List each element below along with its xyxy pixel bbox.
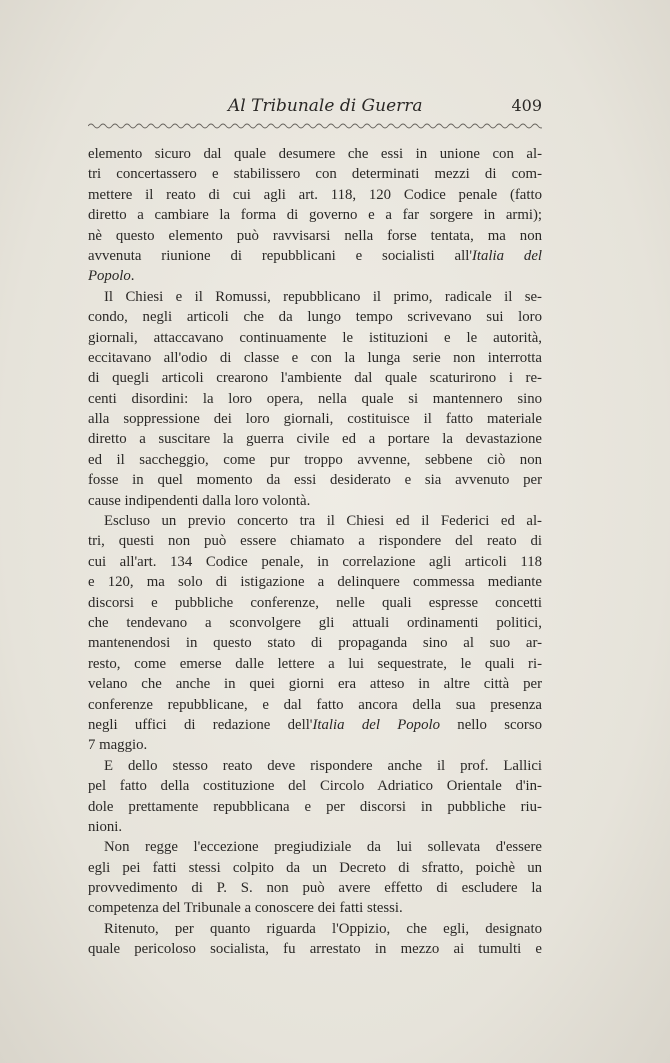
text-line: pel fatto della costituzione del Circolo Adriatico Orientale d'in- [88, 778, 542, 795]
text-line: velano che anche in quei giorni era atteso in altre città per [88, 676, 542, 693]
text-line: quale pericoloso socialista, fu arrestato in mezzo ai tumulti e [88, 941, 542, 958]
text-line: Escluso un previo concerto tra il Chiesi ed il Federici ed al- [104, 513, 542, 530]
text-line: centi disordini: la loro opera, nella quale si mantennero sino [88, 390, 542, 407]
text-line: E dello stesso reato deve rispondere anche il prof. Lallici [104, 757, 542, 774]
text-line: cui all'art. 134 Codice penale, in correlazione agli articoli 118 [88, 553, 542, 570]
running-title: Al Tribunale di Guerra [228, 96, 423, 116]
text-line: Il Chiesi e il Romussi, repubblicano il primo, radicale il se- [104, 288, 542, 305]
text-line: giornali, attaccavano continuamente le istituzioni e le autorità, [88, 329, 542, 346]
text-line: discorsi e pubbliche conferenze, nelle quali espresse concetti [88, 594, 542, 611]
text-line: Ritenuto, per quanto riguarda l'Oppizio, che egli, designato [104, 920, 542, 937]
text-line: egli pei fatti stessi colpito da un Decreto di sfratto, poichè un [88, 859, 542, 876]
text-line: dole prettamente repubblicana e per discorsi in pubbliche riu- [88, 798, 542, 815]
text-line: nè questo elemento può ravvisarsi nella forse tentata, ma non [88, 227, 542, 244]
text-line: Non regge l'eccezione pregiudiziale da lui sollevata d'essere [104, 839, 542, 856]
text-line: provvedimento di P. S. non può avere effetto di escludere la [88, 880, 542, 897]
text-line: tri concertassero e stabilissero con determinati mezzi di com- [88, 166, 542, 183]
text-line: conferenze repubblicane, e dal fatto ancora della sua presenza [88, 696, 542, 713]
text-line: 7 maggio. [88, 737, 148, 754]
text-line: elemento sicuro dal quale desumere che essi in unione con al- [88, 146, 542, 162]
text-line: che tendevano a sconvolgere gli attuali ordinamenti politici, [88, 614, 542, 631]
text-line: Popolo. [88, 268, 135, 285]
text-line: eccitavano all'odio di classe e con la lunga serie non interrotta [88, 349, 542, 366]
text-line: resto, come emerse dalle lettere a lui sequestrate, le quali ri- [88, 655, 542, 672]
text-line: fosse in quel momento da essi desiderato e sia avvenuto per [88, 472, 542, 489]
body-text [88, 144, 542, 960]
text-line: alla soppressione dei loro giornali, costituisce il fatto materiale [88, 411, 542, 428]
text-line: mantenendosi in questo stato di propaganda sino al suo ar- [88, 635, 542, 652]
text-line: nioni. [88, 818, 123, 835]
text-line: mettere il reato di cui agli art. 118, 120 Codice penale (fatto [88, 186, 542, 203]
text-line: diretto a cambiare la forma di governo e a far sorgere in armi); [88, 207, 542, 224]
text-line: competenza del Tribunale a conoscere dei fatti stessi. [88, 900, 403, 917]
text-line: ed il saccheggio, come pur troppo avvenne, sebbene ciò non [88, 451, 542, 468]
text-line: diretto a suscitare la guerra civile ed a portare la devastazione [88, 431, 542, 448]
page-number: 409 [511, 96, 542, 115]
decorative-wavy-rule [88, 122, 542, 130]
text-line: cause indipendenti dalla loro volontà. [88, 492, 311, 509]
text-line: condo, negli articoli che da lungo tempo scrivevano sui loro [88, 309, 542, 326]
text-line: negli uffici di redazione dell'Italia del Popolo nello scorso [88, 716, 542, 733]
text-line: e 120, ma solo di istigazione a delinquere commessa mediante [88, 574, 542, 591]
text-line: di quegli articoli crearono l'ambiente dal quale scaturirono i re- [88, 370, 542, 387]
text-line: avvenuta riunione di repubblicani e socialisti all'Italia del [88, 247, 542, 264]
text-line: tri, questi non può essere chiamato a rispondere del reato di [88, 533, 542, 550]
page-header [88, 96, 542, 120]
